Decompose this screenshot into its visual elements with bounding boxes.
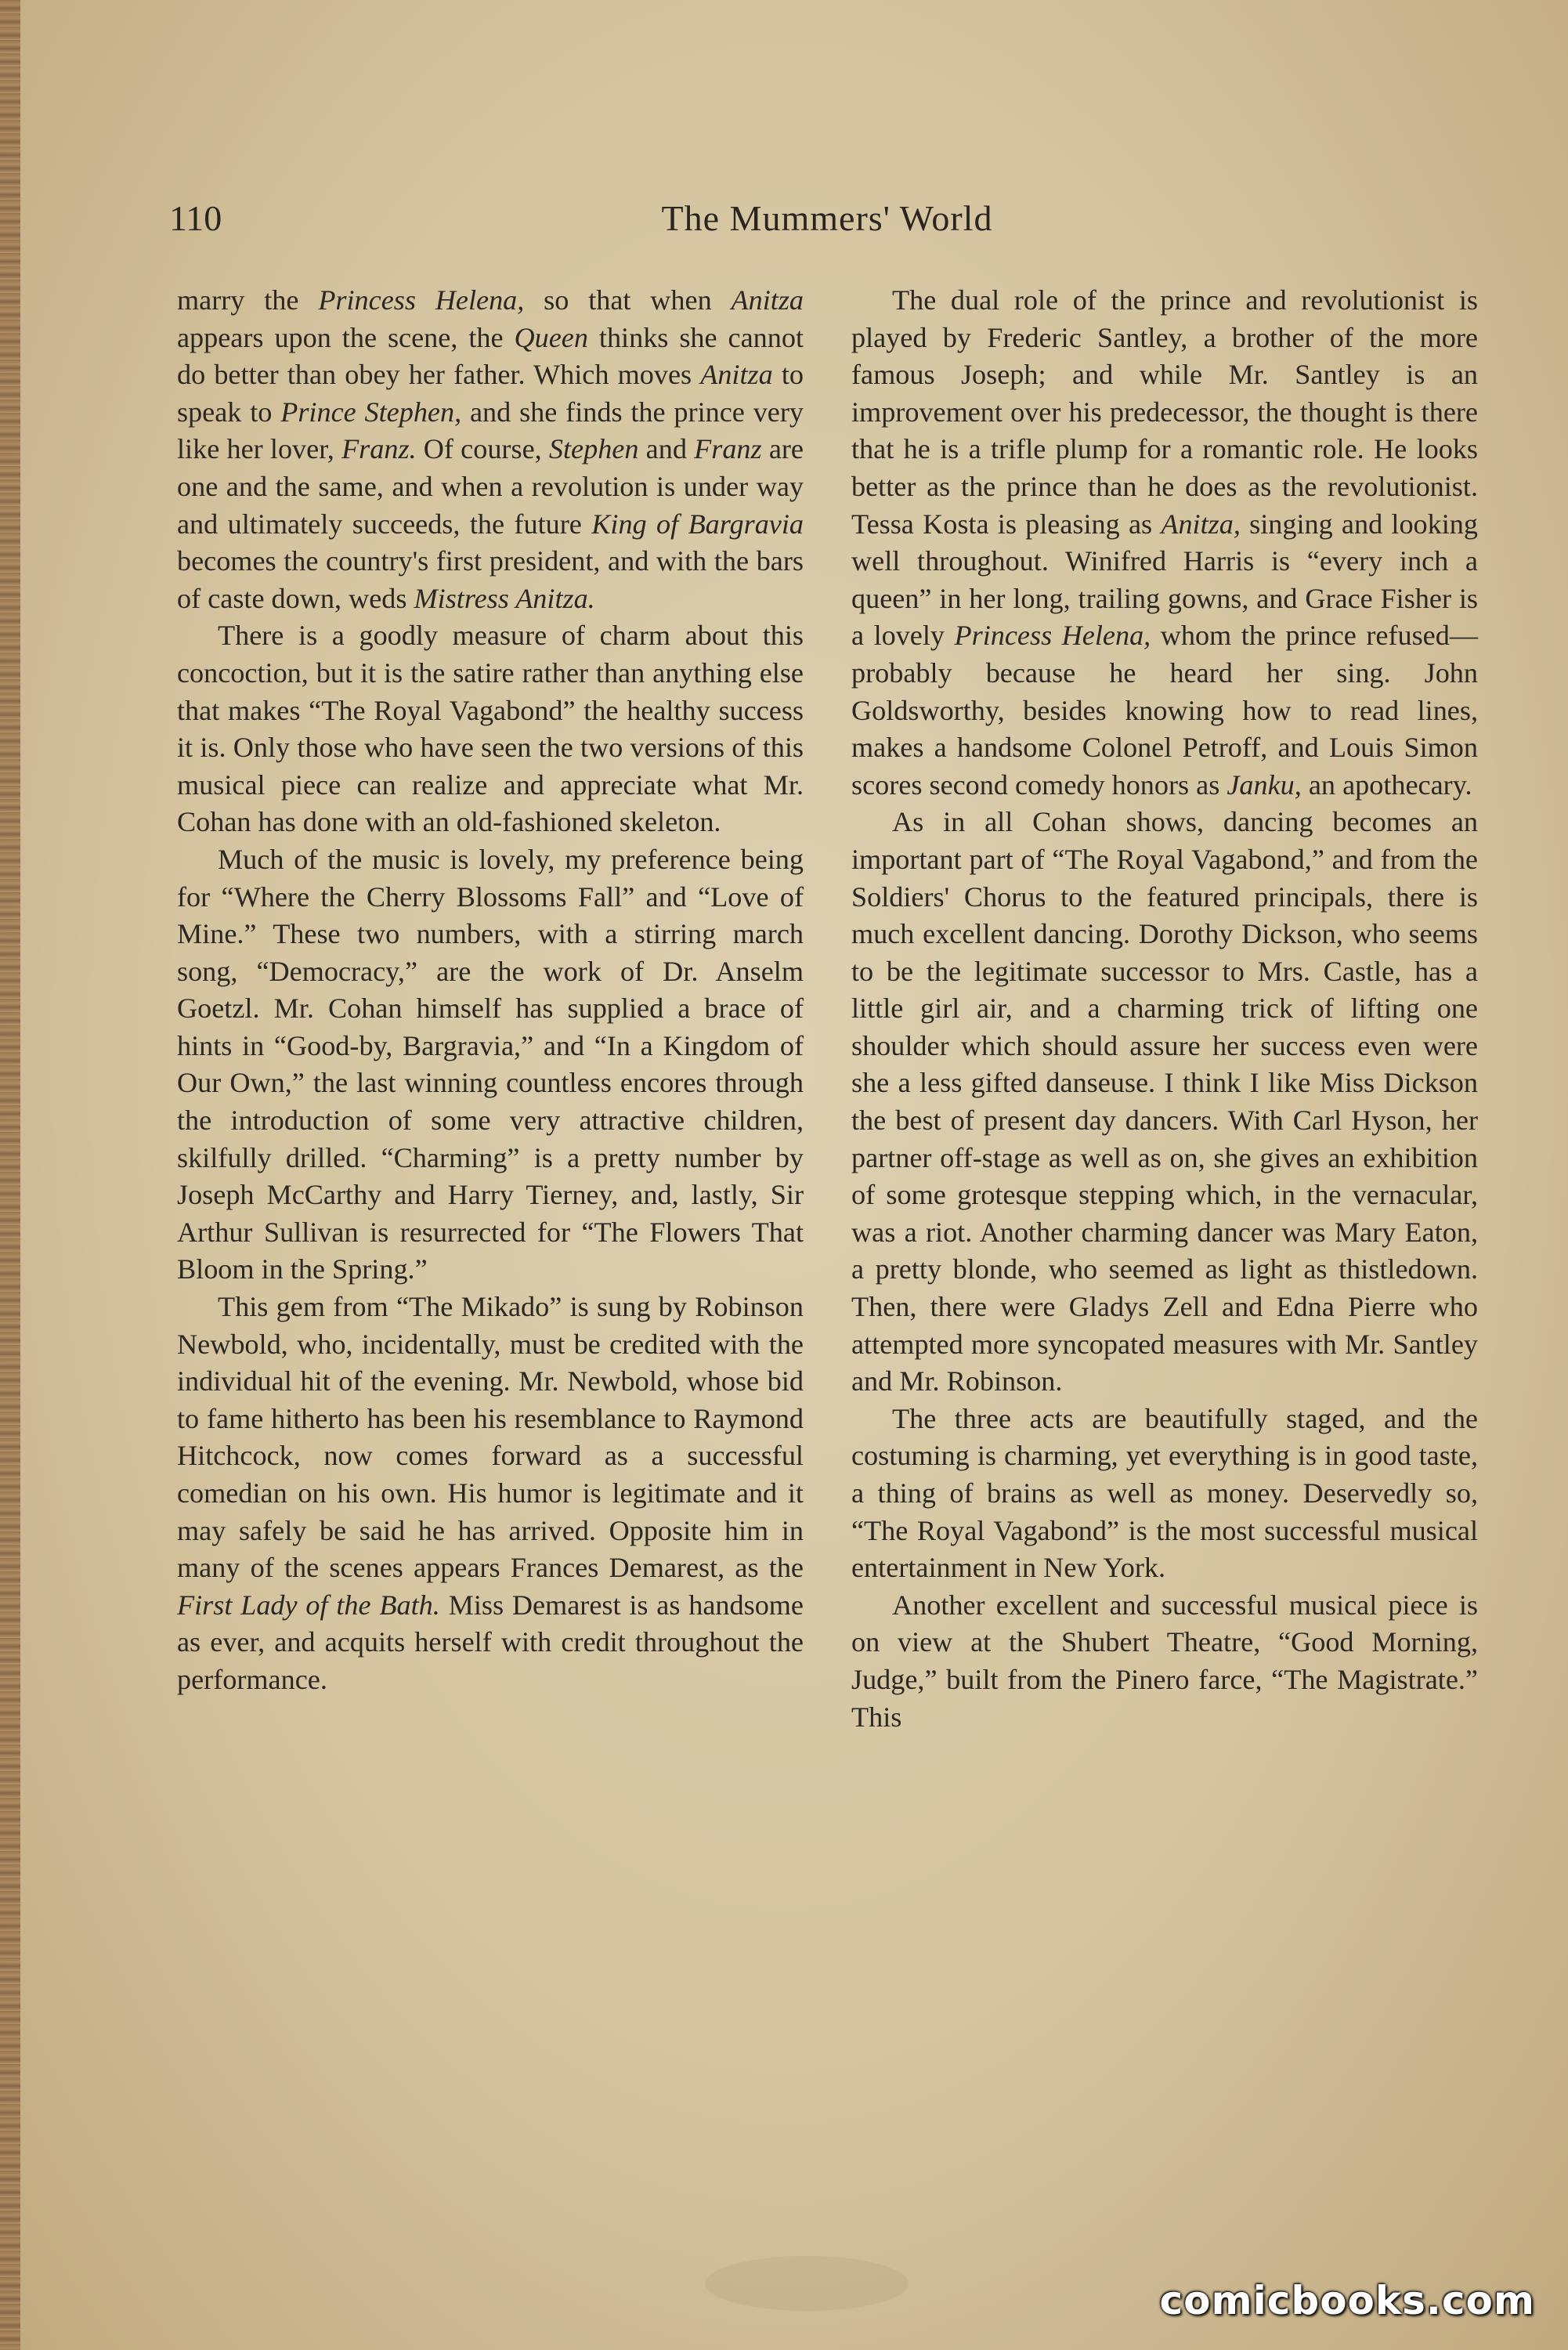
italic-name: King of Bargravia <box>591 508 804 540</box>
page-number: 110 <box>169 198 222 238</box>
italic-name: First Lady of the Bath. <box>177 1589 440 1621</box>
running-title: The Mummers' World <box>661 198 993 238</box>
watermark-logo: comicbooks.com <box>1159 2278 1535 2323</box>
italic-name: Princess Helena, <box>318 284 525 316</box>
italic-name: Franz <box>694 433 762 465</box>
page-binding-edge <box>0 0 20 2350</box>
paragraph: As in all Cohan shows, dancing becomes an important part of “The Royal Vagabond,” and from the Soldiers' Chorus to the featured principals, there is much excellent dancing. Dorothy Dickson, who seems to be the legitimate successor to Mrs. Castle, has a little girl air, and a charming trick of lifting one shoulder which should assure her success even were she a less gifted danseuse. I think I like Miss Dickson the best of present day dancers. With Carl Hyson, her partner off-stage as well as on, she gives an exhibition of some grotesque stepping which, in the vernacular, was a riot. Another charming dancer was Mary Eaton, a pretty blonde, who seemed as light as thistledown. Then, there were Gladys Zell and Edna Pierre who attempted more syncopated measures with Mr. Santley and Mr. Robinson. <box>851 806 1478 1397</box>
paragraph: Much of the music is lovely, my preference being for “Where the Cherry Blossoms Fall” and “Love of Mine.” These two numbers, with a stirring march song, “Democracy,” are the work of Dr. Anselm Goetzl. Mr. Cohan himself has supplied a brace of hints in “Good-by, Bargravia,” and “In a Kingdom of Our Own,” the last winning countless encores through the introduction of some very attractive children, skilfully drilled. “Charming” is a pretty number by Joseph McCarthy and Harry Tierney, and, lastly, Sir Arthur Sullivan is resurrected for “The Flowers That Bloom in the Spring.” <box>177 843 804 1285</box>
left-text-column <box>177 282 804 1699</box>
paper-stain <box>705 2256 909 2311</box>
italic-name: Anitza <box>700 359 773 391</box>
italic-name: Mistress Anitza. <box>414 582 595 614</box>
italic-name: Franz. <box>341 433 417 465</box>
paragraph: The dual role of the prince and revolutionist is played by Frederic Santley, a brother of the more famous Joseph; and while Mr. Santley is an improvement over his predecessor, the thought is there that he is a trifle plump for a romantic role. He looks better as the prince than he does as the revolutionist. Tessa Kosta is pleasing as Anitza, singing and looking well throughout. Winifred Harris is “every inch a queen” in her long, trailing gowns, and Grace Fisher is a lovely Princess Helena, whom the prince refused—probably because he heard her sing. John Goldsworthy, besides knowing how to read lines, makes a handsome Colonel Petroff, and Louis Simon scores second comedy honors as Janku, an apothecary. <box>851 284 1479 801</box>
italic-name: Anitza, <box>1161 508 1241 540</box>
paragraph: Another excellent and successful musical piece is on view at the Shubert Theatre, “Good Morning, Judge,” built from the Pinero farce, “The Magistrate.” This <box>851 1589 1478 1733</box>
paragraph: marry the Princess Helena, so that when Anitza appears upon the scene, the Queen thinks she cannot do better than obey her father. Which moves Anitza to speak to Prince Stephen, and she finds the prince very like her lover, Franz. Of course, Stephen and Franz are one and the same, and when a revolution is under way and ultimately succeeds, the future King of Bargravia becomes the country's first president, and with the bars of caste down, weds Mistress Anitza. <box>177 284 804 614</box>
paragraph: There is a goodly measure of charm about this concoction, but it is the satire rather than anything else that makes “The Royal Vagabond” the healthy success it is. Only those who have seen the two versions of this musical piece can realize and appreciate what Mr. Cohan has done with an old-fashioned skeleton. <box>177 620 804 838</box>
italic-name: Anitza <box>731 284 804 316</box>
paragraph: This gem from “The Mikado” is sung by Robinson Newbold, who, incidentally, must be credited with the individual hit of the evening. Mr. Newbold, whose bid to fame hitherto has been his resemblance to Raymond Hitchcock, now comes forward as a successful comedian on his own. His humor is legitimate and it may safely be said he has arrived. Opposite him in many of the scenes appears Frances Demarest, as the First Lady of the Bath. Miss Demarest is as handsome as ever, and acquits herself with credit throughout the performance. <box>177 1291 804 1695</box>
italic-name: Princess Helena, <box>954 620 1151 652</box>
italic-name: Queen <box>514 321 588 353</box>
paragraph: The three acts are beautifully staged, and the costuming is charming, yet everything is in good taste, a thing of brains as well as money. Deservedly so, “The Royal Vagabond” is the most successful musical entertainment in New York. <box>851 1402 1478 1584</box>
italic-name: Janku, <box>1227 768 1302 801</box>
italic-name: Prince Stephen, <box>280 396 462 428</box>
italic-name: Stephen <box>548 433 639 465</box>
page-header <box>169 197 1485 244</box>
right-text-column <box>851 282 1478 1736</box>
